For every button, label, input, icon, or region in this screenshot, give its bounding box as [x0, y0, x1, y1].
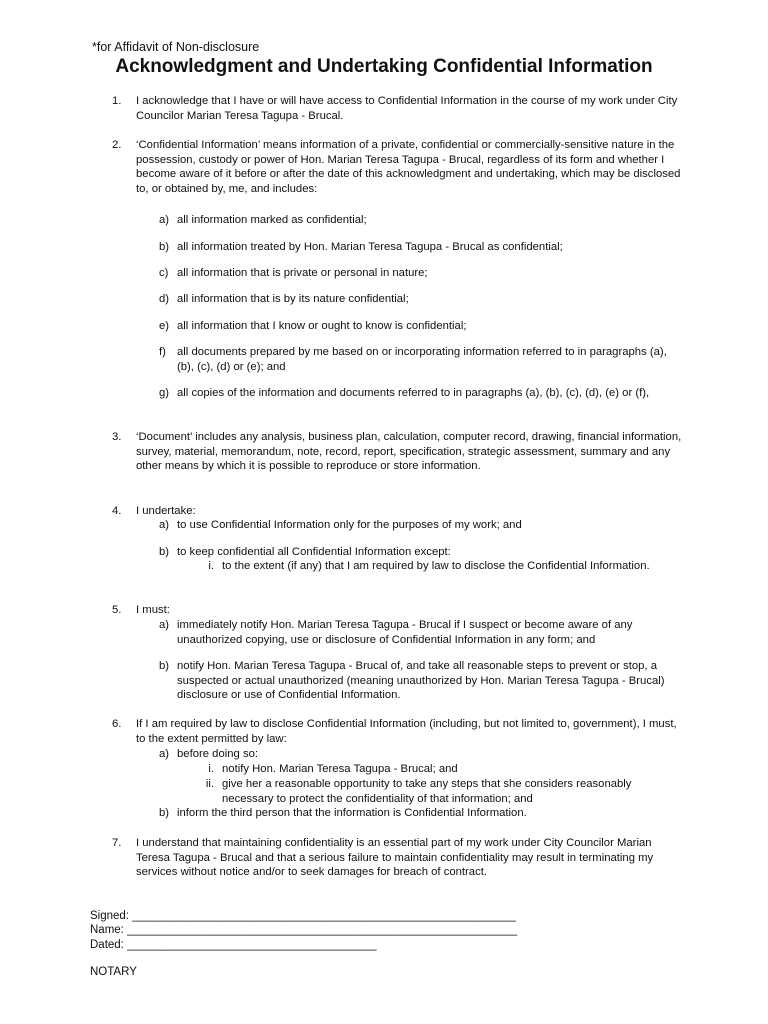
sub-label: f) — [159, 346, 166, 358]
sub-text: notify Hon. Marian Teresa Tagupa - Brucal of, and take all reasonable steps to prevent or stop, a suspected or actual unauthorized (meaning unauthorized by Hon. Marian Teresa Tagupa - Brucal) disclosure or use of Confidential Information. — [177, 660, 665, 702]
sub-label: b) — [159, 241, 170, 253]
clause-text: ‘Document’ includes any analysis, business plan, calculation, computer record, drawing, financial information, survey, material, memorandum, note, record, report, specification, strategic assessment, summary and any other means by which it is possible to reproduce or store information. — [136, 431, 682, 473]
sub-text: all information that is by its nature confidential; — [177, 293, 409, 305]
sub-label: g) — [159, 387, 170, 399]
sub-text: all information that is private or personal in nature; — [177, 267, 428, 279]
sub-text: all documents prepared by me based on or incorporating information referred to in paragraphs (a), (b), (c), (d) or (e); and — [177, 346, 667, 373]
sub-label: e) — [159, 320, 170, 332]
sub-text: to use Confidential Information only for the purposes of my work; and — [177, 519, 522, 531]
sub-label: b) — [159, 807, 170, 819]
sub-text: all information marked as confidential; — [177, 214, 367, 226]
notary-label: NOTARY — [90, 966, 137, 978]
sub-label: b) — [159, 660, 170, 672]
sub-text: inform the third person that the information is Confidential Information. — [177, 807, 527, 819]
clause-number: 7. — [112, 837, 122, 849]
clause-text: I understand that maintaining confidentiality is an essential part of my work under City Councilor Marian Teresa Tagupa - Brucal and that a serious failure to maintain confidentiality may result in terminating my services without notice and/or to seek damages for breach of contract. — [136, 837, 654, 879]
sub-label: i. — [208, 560, 214, 572]
form-note: *for Affidavit of Non-disclosure — [92, 40, 260, 54]
clause-text: ‘Confidential Information’ means information of a private, confidential or commercially-sensitive nature in the possession, custody or power of Hon. Marian Teresa Tagupa - Brucal, regardless of its form and whether I become aware of it before or after the date of this acknowledgment and undertaking, which may be disclosed to, or obtained by, me, and includes: — [136, 139, 681, 195]
clause-number: 5. — [112, 604, 122, 616]
clause-number: 4. — [112, 505, 122, 517]
signed-line: Signed: ____________________________________________________________ — [90, 910, 516, 922]
dated-line: Dated: _______________________________________ — [90, 939, 377, 951]
sub-text: to the extent (if any) that I am required by law to disclose the Confidential Information. — [222, 560, 650, 572]
sub-text: to keep confidential all Confidential Information except: — [177, 546, 451, 558]
sub-text: notify Hon. Marian Teresa Tagupa - Brucal; and — [222, 763, 458, 775]
sub-label: a) — [159, 214, 170, 226]
document-title: Acknowledgment and Undertaking Confidential Information — [115, 56, 653, 77]
clause-number: 6. — [112, 718, 122, 730]
clause-number: 3. — [112, 431, 122, 443]
name-line: Name: _____________________________________________________________ — [90, 924, 518, 936]
sub-label: ii. — [205, 778, 214, 790]
sub-label: a) — [159, 519, 170, 531]
sub-text: immediately notify Hon. Marian Teresa Tagupa - Brucal if I suspect or become aware of any unauthorized copying, use or disclosure of Confidential Information in any form; and — [177, 619, 633, 646]
clause-text: I undertake: — [136, 505, 196, 517]
sub-text: all copies of the information and documents referred to in paragraphs (a), (b), (c), (d), (e) or (f), — [177, 387, 650, 399]
clause-number: 2. — [112, 139, 122, 151]
sub-text: before doing so: — [177, 748, 259, 760]
clause-number: 1. — [112, 95, 122, 107]
sub-label: a) — [159, 748, 170, 760]
clause-text: I acknowledge that I have or will have access to Confidential Information in the course of my work under City Councilor Marian Teresa Tagupa - Brucal. — [136, 95, 678, 122]
sub-label: b) — [159, 546, 170, 558]
sub-label: i. — [208, 763, 214, 775]
sub-text: all information that I know or ought to know is confidential; — [177, 320, 467, 332]
sub-text: all information treated by Hon. Marian Teresa Tagupa - Brucal as confidential; — [177, 241, 563, 253]
sub-label: c) — [159, 267, 169, 279]
sub-label: d) — [159, 293, 170, 305]
sub-label: a) — [159, 619, 170, 631]
sub-text: give her a reasonable opportunity to take any steps that she considers reasonably necessary to protect the confidentiality of that information; and — [222, 778, 632, 805]
clause-text: I must: — [136, 604, 170, 616]
clause-text: If I am required by law to disclose Confidential Information (including, but not limited to, government), I must, to the extent permitted by law: — [136, 718, 677, 745]
